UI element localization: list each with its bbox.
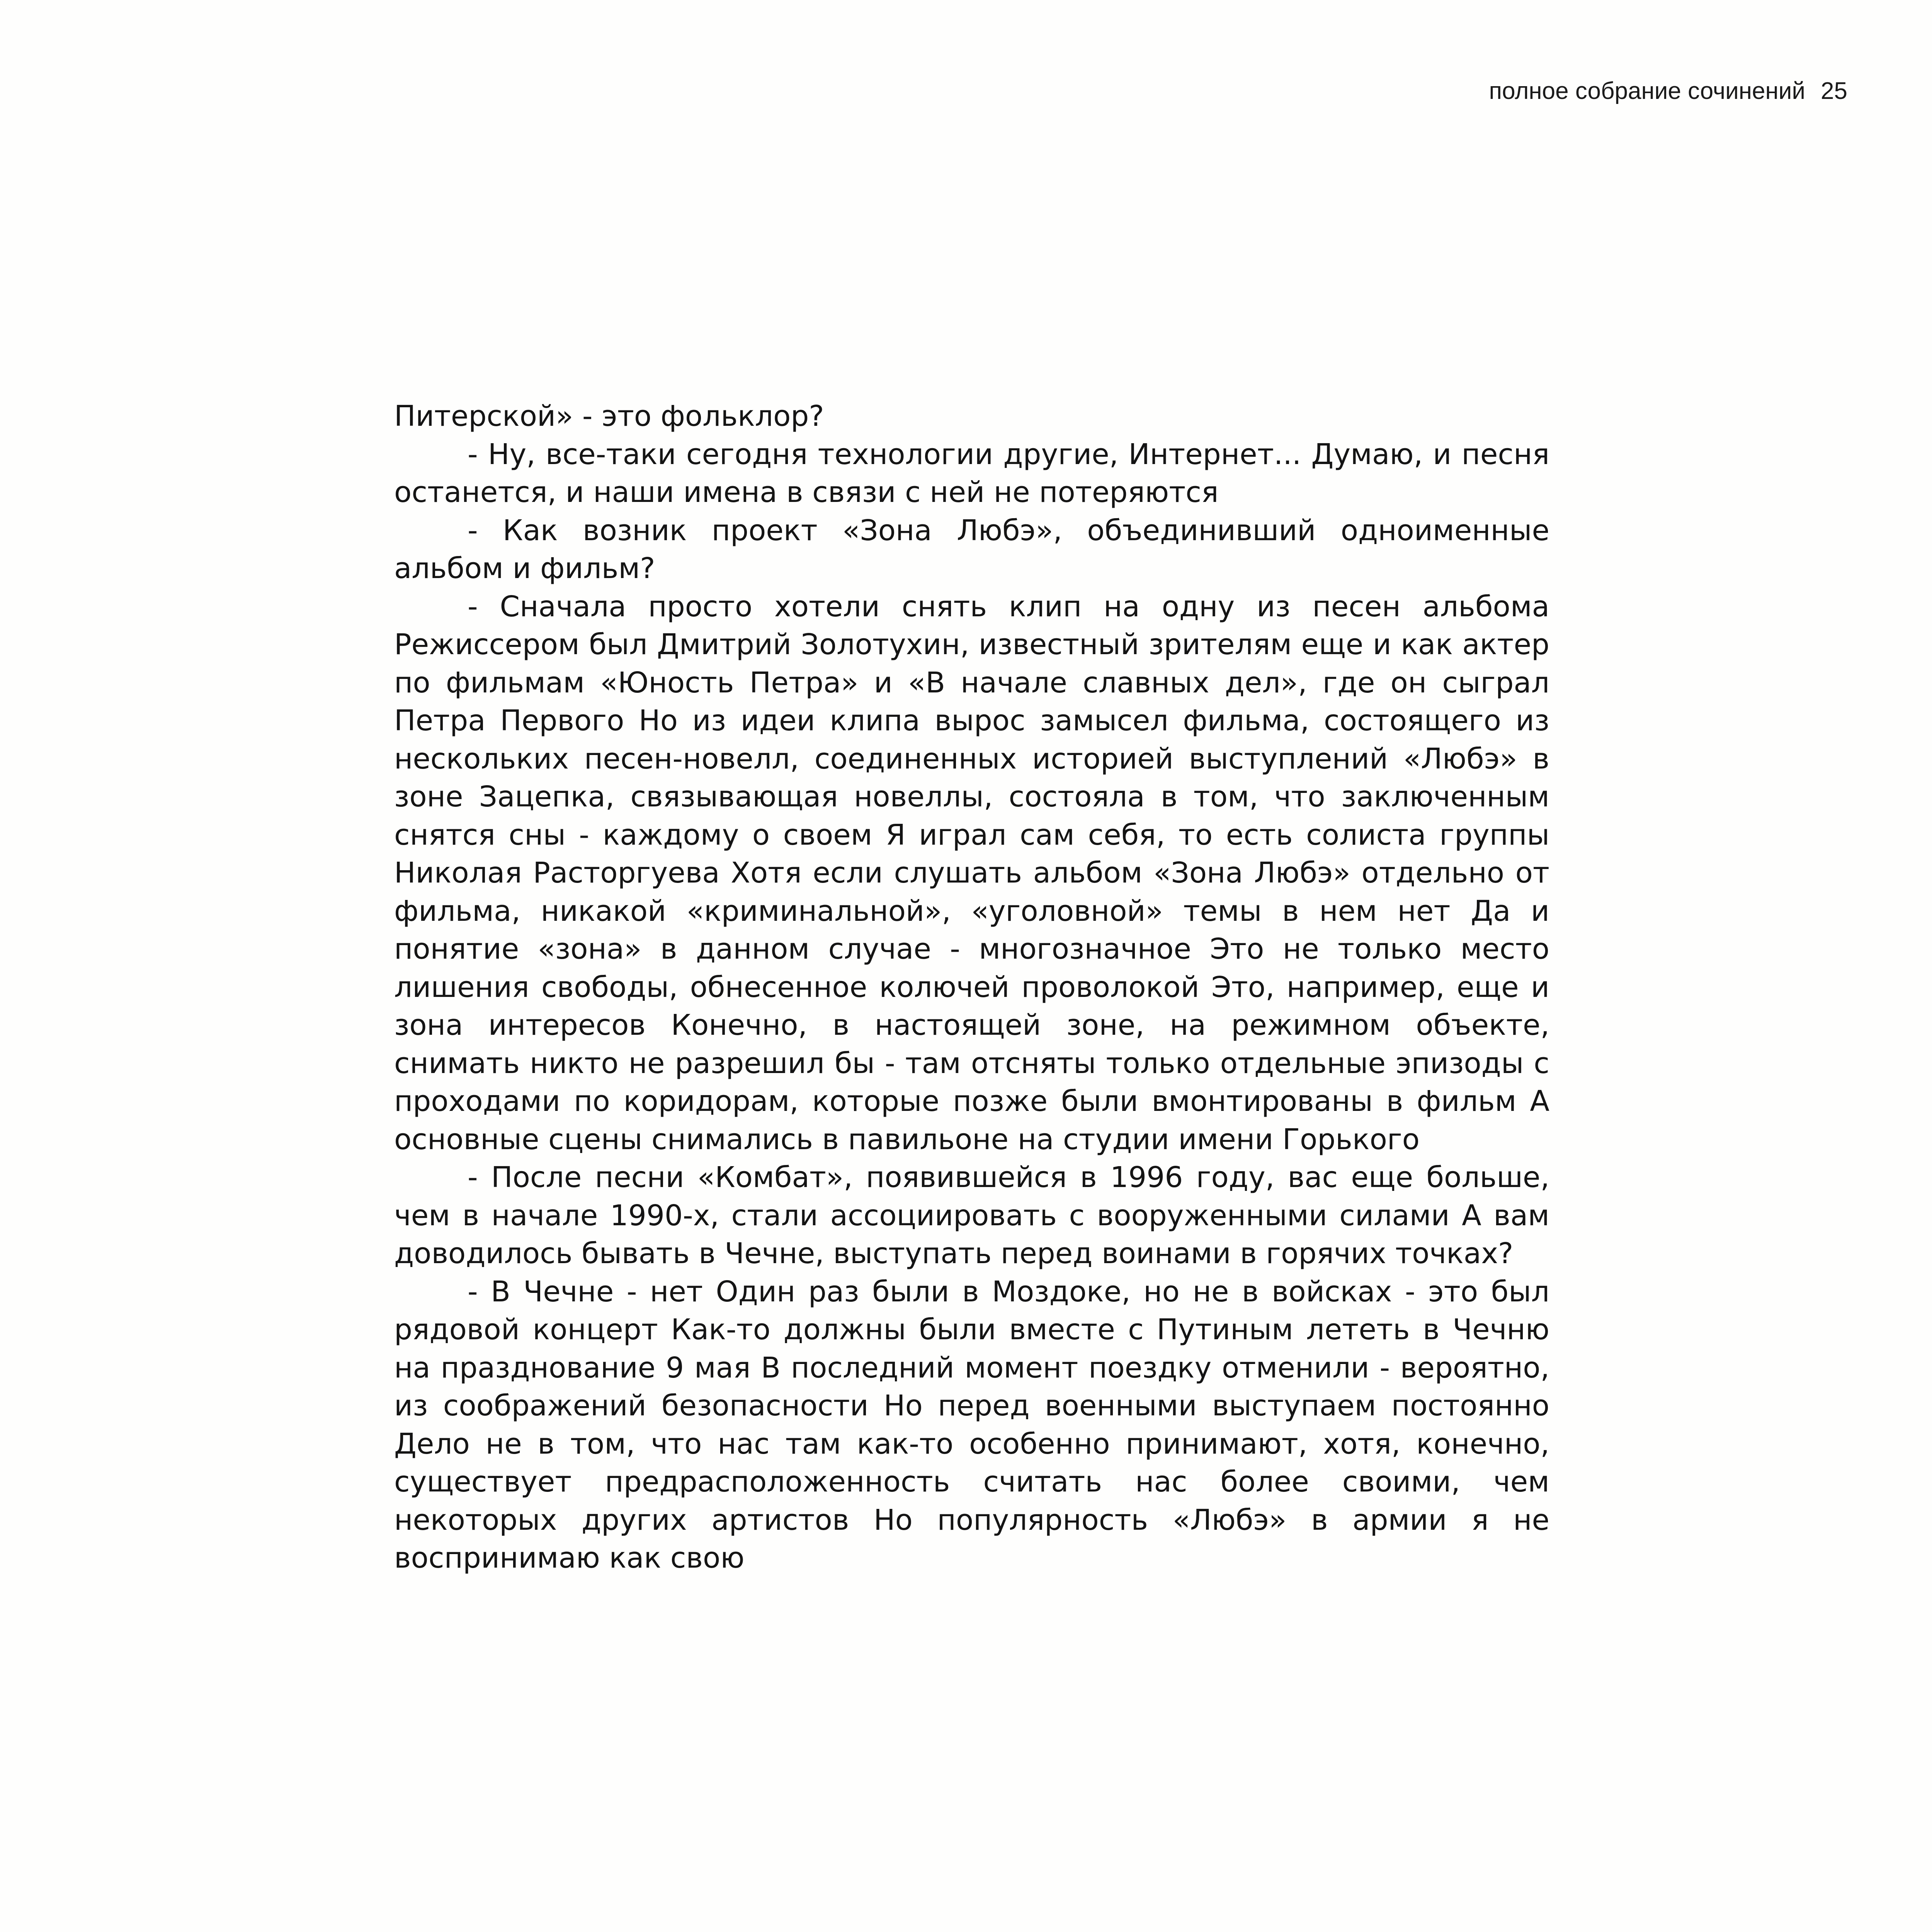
paragraph: Питерской» - это фольклор? — [394, 400, 824, 433]
paragraph: - Как возник проект «Зона Любэ», объединивший одноименные альбом и фильм? — [394, 514, 1549, 585]
paragraph: - В Чечне - нет Один раз были в Моздоке, но не в войсках - это был рядовой концерт Как-то должны были вместе с Путиным лететь в Чечню на празднование 9 мая В последний момент поездку отменили - вероятно, из соображений безопасности Но перед военными выступаем постоянно Дело не в том, что нас там как-то особенно принимают, хотя, конечно, существует предрасположенность считать нас более своими, чем некоторых других артистов Но популярность «Любэ» в армии я не воспринимаю как свою — [394, 1275, 1549, 1575]
paragraph: - Сначала просто хотели снять клип на одну из песен альбома Режиссером был Дмитрий Золотухин, известный зрителям еще и как актер по фильмам «Юность Петра» и «В начале славных дел», где он сыграл Петра Первого Но из идеи клипа вырос замысел фильма, состоящего из нескольких песен-новелл, соединенных историей выступлений «Любэ» в зоне Зацепка, связывающая новеллы, состояла в том, что заключенным снятся сны - каждому о своем Я играл сам себя, то есть солиста группы Николая Расторгуева Хотя если слушать альбом «Зона Любэ» отдельно от фильма, никакой «криминальной», «уголовной» темы в нем нет Да и понятие «зона» в данном случае - многозначное Это не только место лишения свободы, обнесенное колючей проволокой Это, например, еще и зона интересов Конечно, в настоящей зоне, на режимном объекте, снимать никто не разрешил бы - там отсняты только отдельные эпизоды с проходами по коридорам, которые позже были вмонтированы в фильм А основные сцены снимались в павильоне на студии имени Горького — [394, 590, 1549, 1156]
paragraph: - После песни «Комбат», появившейся в 1996 году, вас еще больше, чем в начале 1990-х, стали ассоциировать с вооруженными силами А вам доводилось бывать в Чечне, выступать перед воинами в горячих точках? — [394, 1161, 1549, 1270]
paragraph: - Ну, все-таки сегодня технологии другие, Интернет... Думаю, и песня останется, и наши имена в связи с ней не потеряются — [394, 437, 1549, 509]
header-title: полное собрание сочинений — [1489, 78, 1806, 104]
body-text — [394, 397, 1549, 1577]
running-header — [1489, 79, 1847, 103]
page-number: 25 — [1821, 78, 1847, 104]
